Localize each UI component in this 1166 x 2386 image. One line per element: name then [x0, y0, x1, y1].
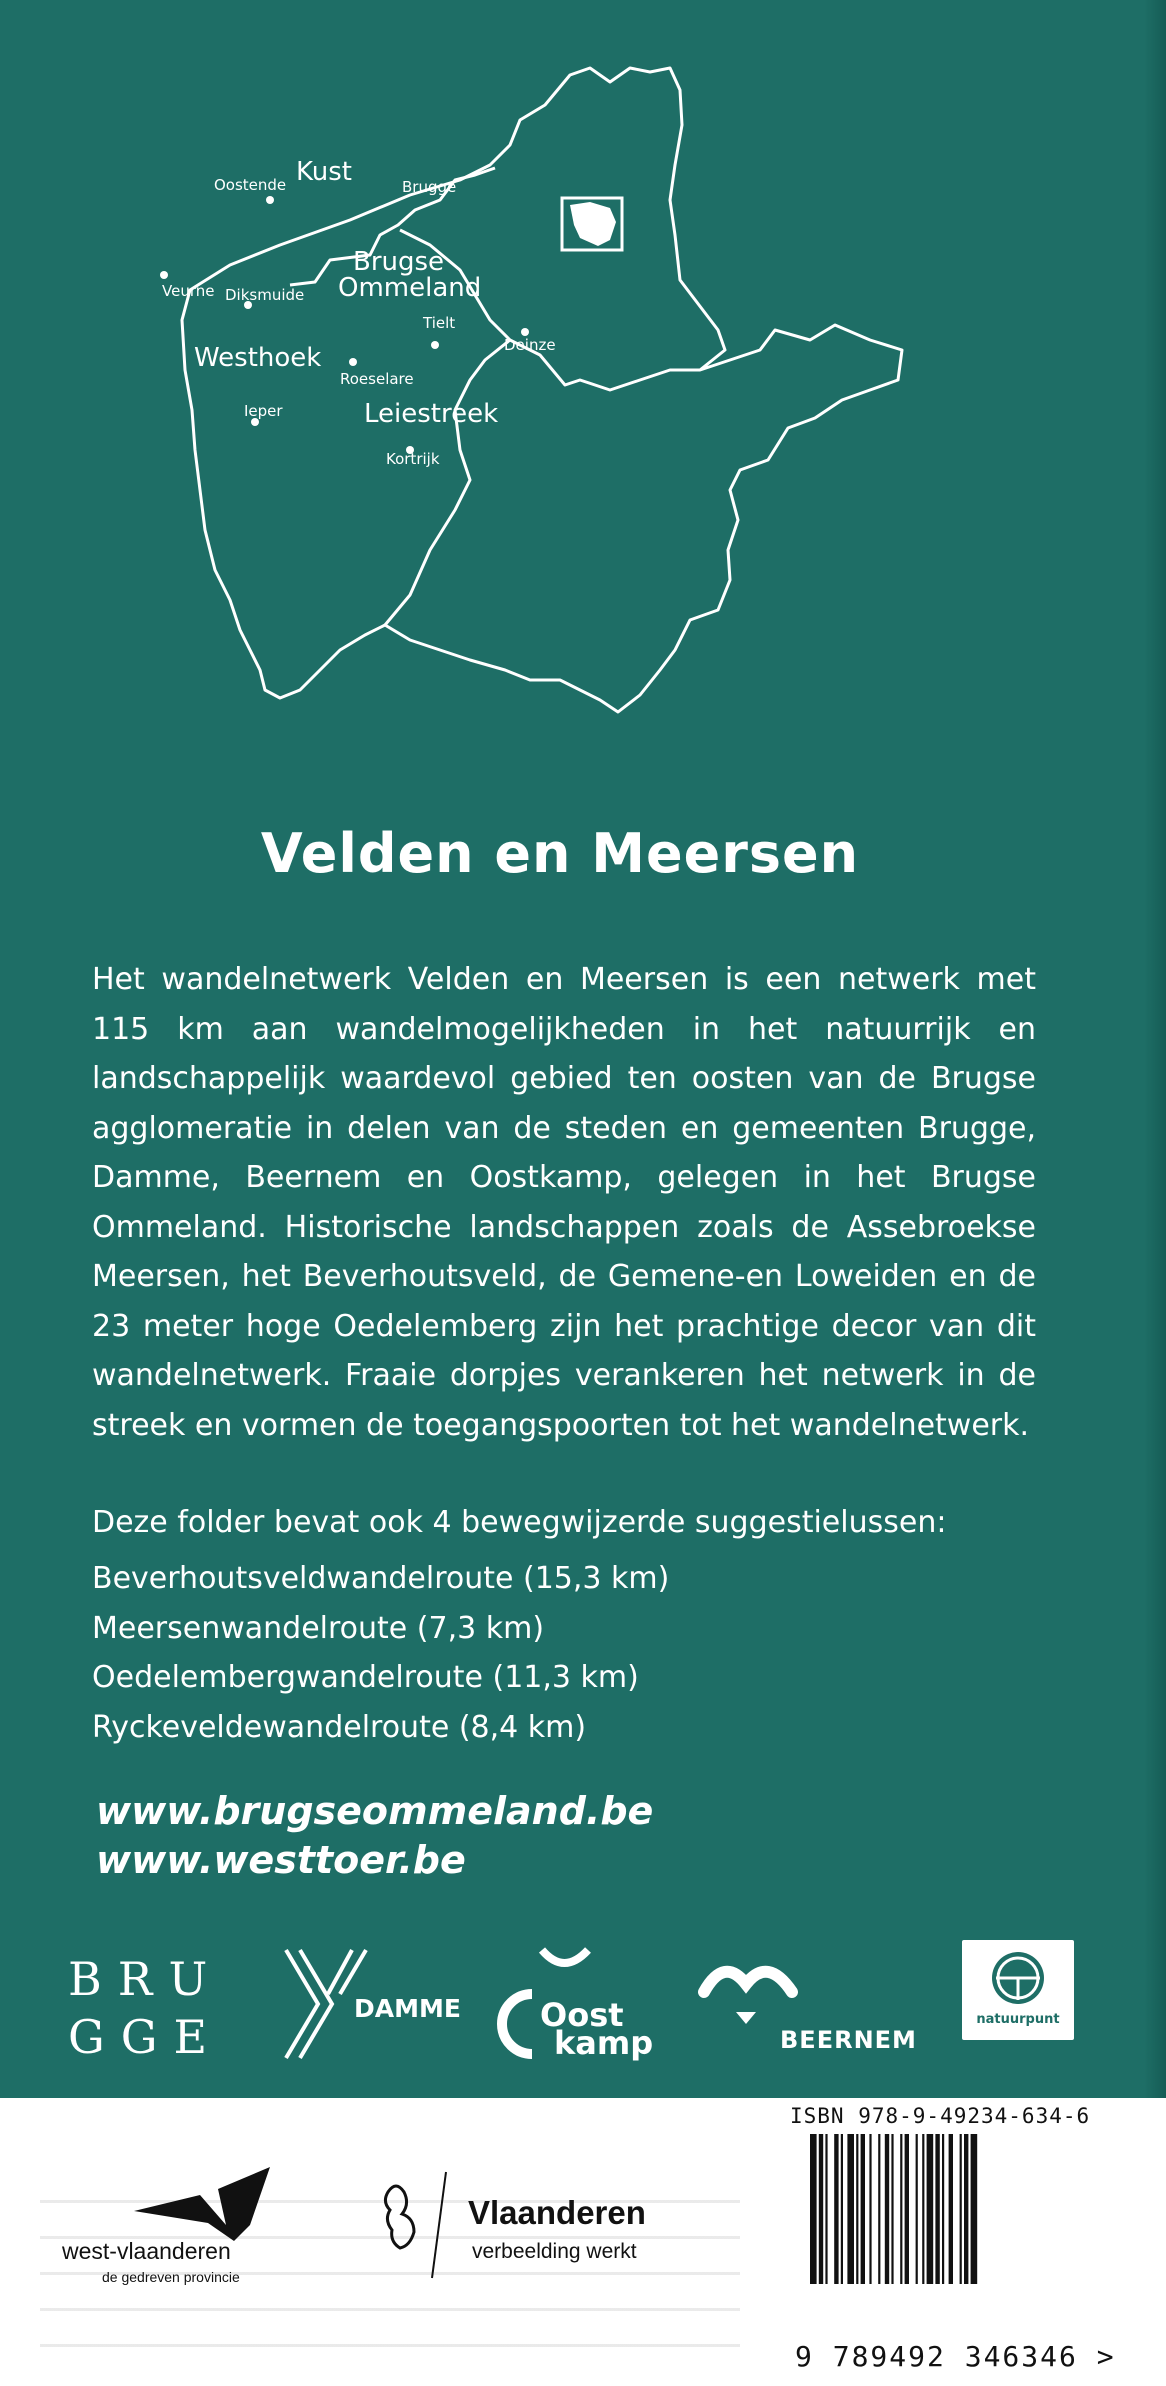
damme-logo: DAMME — [282, 1948, 462, 2060]
barcode-bar — [964, 2134, 968, 2284]
west-vlaanderen-logo: west-vlaanderen de gedreven provincie — [60, 2165, 320, 2295]
barcode-bar — [810, 2134, 817, 2284]
route-item: Ryckeveldewandelroute (8,4 km) — [92, 1709, 587, 1745]
vlaanderen-logo: Vlaanderen verbeelding werkt — [380, 2170, 680, 2300]
natuurpunt-logo: natuurpunt — [962, 1940, 1074, 2040]
label-veurne: Veurne — [162, 282, 215, 300]
label-deinze: Deinze — [504, 336, 556, 354]
label-tielt: Tielt — [423, 314, 456, 332]
barcode-bar — [869, 2134, 871, 2284]
route-item: Oedelembergwandelroute (11,3 km) — [92, 1660, 639, 1695]
barcode-bar — [935, 2134, 939, 2284]
oostkamp-logo: Oost kamp — [502, 1942, 662, 2066]
barcode-bar — [834, 2134, 838, 2284]
label-brugse: Brugse — [353, 247, 445, 277]
barcode-bar — [916, 2134, 918, 2284]
region-map — [162, 50, 930, 730]
barcode-bar — [971, 2134, 978, 2284]
route-item: Beverhoutsveldwandelroute (15,3 km) — [92, 1561, 670, 1596]
brugge-inset-shape — [570, 202, 616, 246]
barcode-bar — [891, 2134, 893, 2284]
folder-title: Velden en Meersen — [260, 822, 860, 885]
barcode-bar — [819, 2134, 823, 2284]
barcode-bar — [960, 2134, 962, 2284]
cover-edge-shadow — [1144, 0, 1166, 2098]
label-kust: Kust — [296, 157, 352, 187]
label-ommeland: Ommeland — [338, 273, 482, 303]
label-oostende: Oostende — [214, 176, 287, 194]
barcode-bar — [922, 2134, 924, 2284]
beernem-symbol-icon — [700, 1948, 800, 2028]
route-list — [92, 1554, 669, 1752]
barcode-bar — [942, 2134, 944, 2284]
label-brugge: Brugge — [402, 178, 457, 196]
barcode-bar — [856, 2134, 858, 2284]
barcode-bar — [927, 2134, 934, 2284]
barcode-bar — [841, 2134, 843, 2284]
barcode-bar — [900, 2134, 902, 2284]
label-westhoek: Westhoek — [194, 343, 322, 373]
barcode-bar — [847, 2134, 854, 2284]
label-roeselare: Roeselare — [340, 370, 414, 388]
isbn-label: ISBN 978-9-49234-634-6 — [790, 2104, 1091, 2128]
routes-heading: Deze folder bevat ook 4 bewegwijzerde suggestielussen: — [92, 1505, 947, 1540]
barcode-bar — [861, 2134, 865, 2284]
label-leiestreek: Leiestreek — [364, 399, 499, 429]
barcode-bar — [949, 2134, 953, 2284]
label-diksmuide: Diksmuide — [225, 286, 305, 304]
website-links — [96, 1787, 653, 1885]
barcode-bar — [878, 2134, 880, 2284]
route-item: Meersenwandelroute (7,3 km) — [92, 1610, 545, 1646]
natuurpunt-globe-icon — [962, 1944, 1074, 2014]
link-westtoer[interactable]: www.westtoer.be — [96, 1838, 466, 1882]
link-brugseommeland[interactable]: www.brugseommeland.be — [96, 1789, 654, 1833]
barcode-icon — [810, 2134, 1072, 2284]
partner-logos — [0, 1930, 1166, 2070]
barcode-bar — [905, 2134, 909, 2284]
brugge-logo: BRU GGE — [68, 1952, 224, 2064]
province-outline — [182, 68, 902, 712]
west-vlaanderen-bird-icon — [130, 2165, 280, 2245]
label-ieper: Ieper — [244, 402, 283, 420]
barcode-bar — [885, 2134, 889, 2284]
barcode-number: 9 789492 346346 > — [795, 2340, 1116, 2373]
barcode-bar — [825, 2134, 827, 2284]
beernem-logo: BEERNEM — [700, 1948, 930, 2058]
label-kortrijk: Kortrijk — [386, 450, 440, 468]
intro-paragraph: Het wandelnetwerk Velden en Meersen is een netwerk met 115 km aan wandelmogelijkheden in het natuurrijk en landschappelijk waardevol gebied ten oosten van de Brugse agglomeratie in delen van de steden en gemeenten Brugge, Damme, Beernem en Oostkamp, gelegen in het Brugse Ommeland. Historische landschappen zoals de Assebroekse Meersen, het Beverhoutsveld, de Gemene-en Loweiden en de 23 meter hoge Oedelemberg zijn het prachtige decor van dit wandelnetwerk. Fraaie dorpjes verankeren het netwerk in de streek en vormen de toegangspoorten tot het wandelnetwerk. — [92, 962, 1036, 1443]
flemish-lion-icon — [380, 2170, 460, 2280]
